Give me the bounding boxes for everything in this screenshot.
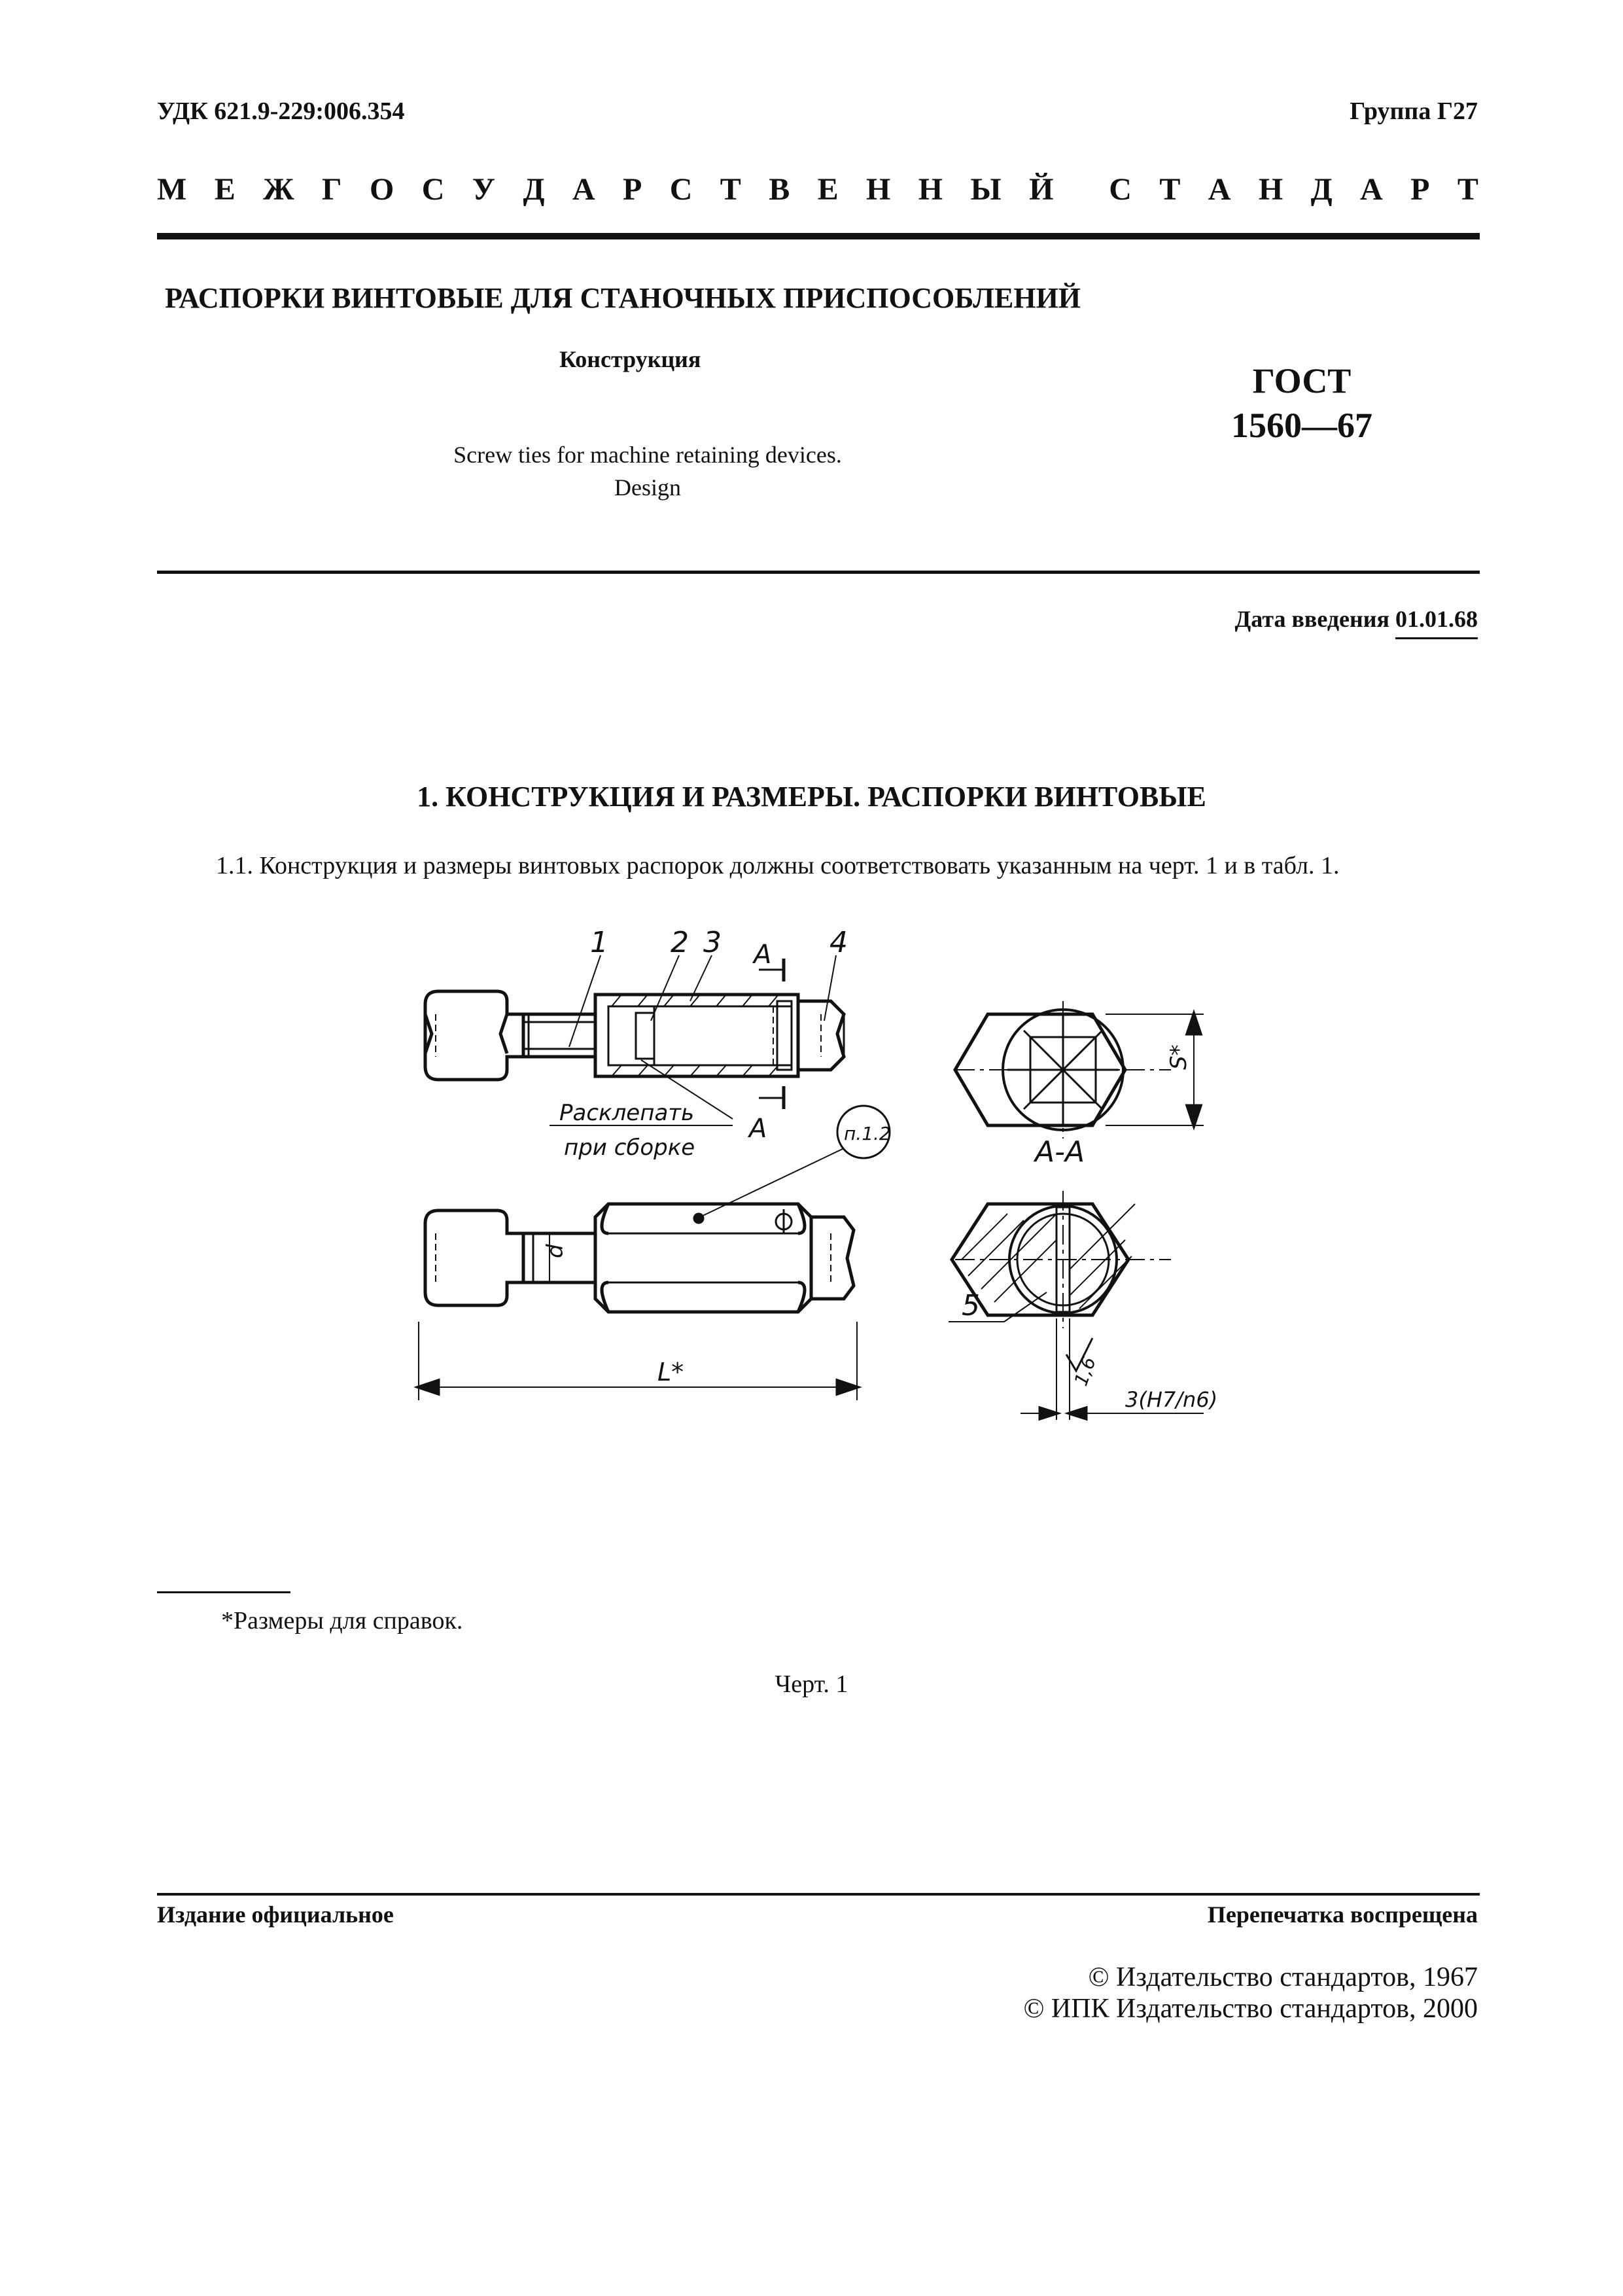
gost-label: ГОСТ: [1252, 361, 1352, 400]
document-title: РАСПОРКИ ВИНТОВЫЕ ДЛЯ СТАНОЧНЫХ ПРИСПОСОБЛЕНИЙ: [165, 282, 1081, 314]
callout-3: 3: [703, 929, 722, 959]
udk-code: УДК 621.9-229:006.354: [157, 97, 405, 125]
dim-s: S*: [1166, 1044, 1192, 1070]
header-rule: [157, 233, 1480, 239]
dim-fit: 3(H7/n6): [1125, 1387, 1218, 1412]
introduction-date-value: 01.01.68: [1395, 606, 1478, 639]
english-title-line1: Screw ties for machine retaining devices.: [453, 442, 842, 468]
interstate-letter: Д: [523, 172, 545, 207]
gost-designation: [1200, 359, 1403, 448]
interstate-letter: Т: [720, 172, 741, 207]
callout-1: 1: [590, 929, 608, 959]
interstate-letter: А: [572, 172, 595, 207]
interstate-letter: М: [157, 172, 187, 207]
interstate-letter: С: [1109, 172, 1132, 207]
footer-rule: [157, 1893, 1480, 1896]
introduction-date: [1235, 605, 1478, 633]
footnote-rule: [157, 1591, 290, 1593]
interstate-letter: Н: [866, 172, 891, 207]
section-mark-top: А: [754, 940, 772, 970]
interstate-letter: Ы: [970, 172, 1002, 207]
section-paragraph: 1.1. Конструкция и размеры винтовых распорок должны соответствовать указанным на черт. 1 и в табл. 1.: [216, 852, 1340, 879]
callout-4: 4: [829, 929, 848, 959]
english-title: [366, 438, 929, 504]
interstate-letter: С: [421, 172, 445, 207]
copyright-2000: © ИПК Издательство стандартов, 2000: [1023, 1994, 1478, 2024]
figure-caption: Черт. 1: [775, 1670, 848, 1698]
interstate-letter: Е: [817, 172, 839, 207]
callout-5: 5: [962, 1289, 980, 1322]
interstate-letter: Н: [918, 172, 943, 207]
document-subtitle: Конструкция: [559, 346, 701, 372]
interstate-letter: Н: [1258, 172, 1283, 207]
screw-tail-bottom: [811, 1217, 854, 1299]
interstate-letter: Р: [1410, 172, 1430, 207]
interstate-letter: Т: [1457, 172, 1478, 207]
interstate-letter: Р: [622, 172, 642, 207]
title-rule: [157, 571, 1480, 574]
interstate-letter: С: [669, 172, 693, 207]
english-title-line2: Design: [614, 474, 681, 501]
interstate-letter: Д: [1310, 172, 1333, 207]
section-heading: 1. КОНСТРУКЦИЯ И РАЗМЕРЫ. РАСПОРКИ ВИНТОВЫЕ: [417, 781, 1206, 813]
interstate-letter: А: [1360, 172, 1383, 207]
screw-head-top: [425, 991, 523, 1080]
pin-top: [777, 1001, 792, 1070]
section-mark-bottom: А: [749, 1114, 767, 1144]
dim-d: d: [542, 1244, 568, 1258]
edition-note: Издание официальное: [157, 1901, 394, 1928]
group-code: Группа Г27: [1350, 97, 1478, 125]
screw-head-bottom: [425, 1210, 523, 1305]
section-view-label: А-А: [1035, 1135, 1085, 1169]
interstate-letter: В: [769, 172, 790, 207]
interstate-letter: А: [1208, 172, 1231, 207]
footnote: *Размеры для справок.: [221, 1607, 463, 1634]
interstate-letter: Й: [1029, 172, 1054, 207]
interstate-letter: Е: [214, 172, 236, 207]
technical-drawing: [393, 929, 1243, 1570]
interstate-letter: Ж: [263, 172, 294, 207]
interstate-standard-banner: [157, 171, 1478, 207]
interstate-letter: Г: [322, 172, 342, 207]
gost-number: 1560—67: [1231, 406, 1372, 445]
ref-clause: п.1.2: [844, 1123, 891, 1144]
dim-roughness: 1,6: [1070, 1354, 1100, 1389]
reprint-note: Перепечатка воспрещена: [1207, 1901, 1478, 1928]
copyright-1967: © Издательство стандартов, 1967: [1088, 1962, 1478, 1992]
screw-shank-top: [523, 1014, 595, 1057]
dim-l: L*: [657, 1358, 684, 1386]
note-rivet-line2: при сборке: [564, 1135, 695, 1161]
introduction-date-label: Дата введения: [1234, 606, 1395, 632]
interstate-letter: О: [369, 172, 394, 207]
note-rivet-line1: Расклепать: [559, 1100, 695, 1126]
interstate-letter: У: [472, 172, 496, 207]
interstate-letter: Т: [1159, 172, 1181, 207]
callout-2: 2: [671, 929, 689, 959]
